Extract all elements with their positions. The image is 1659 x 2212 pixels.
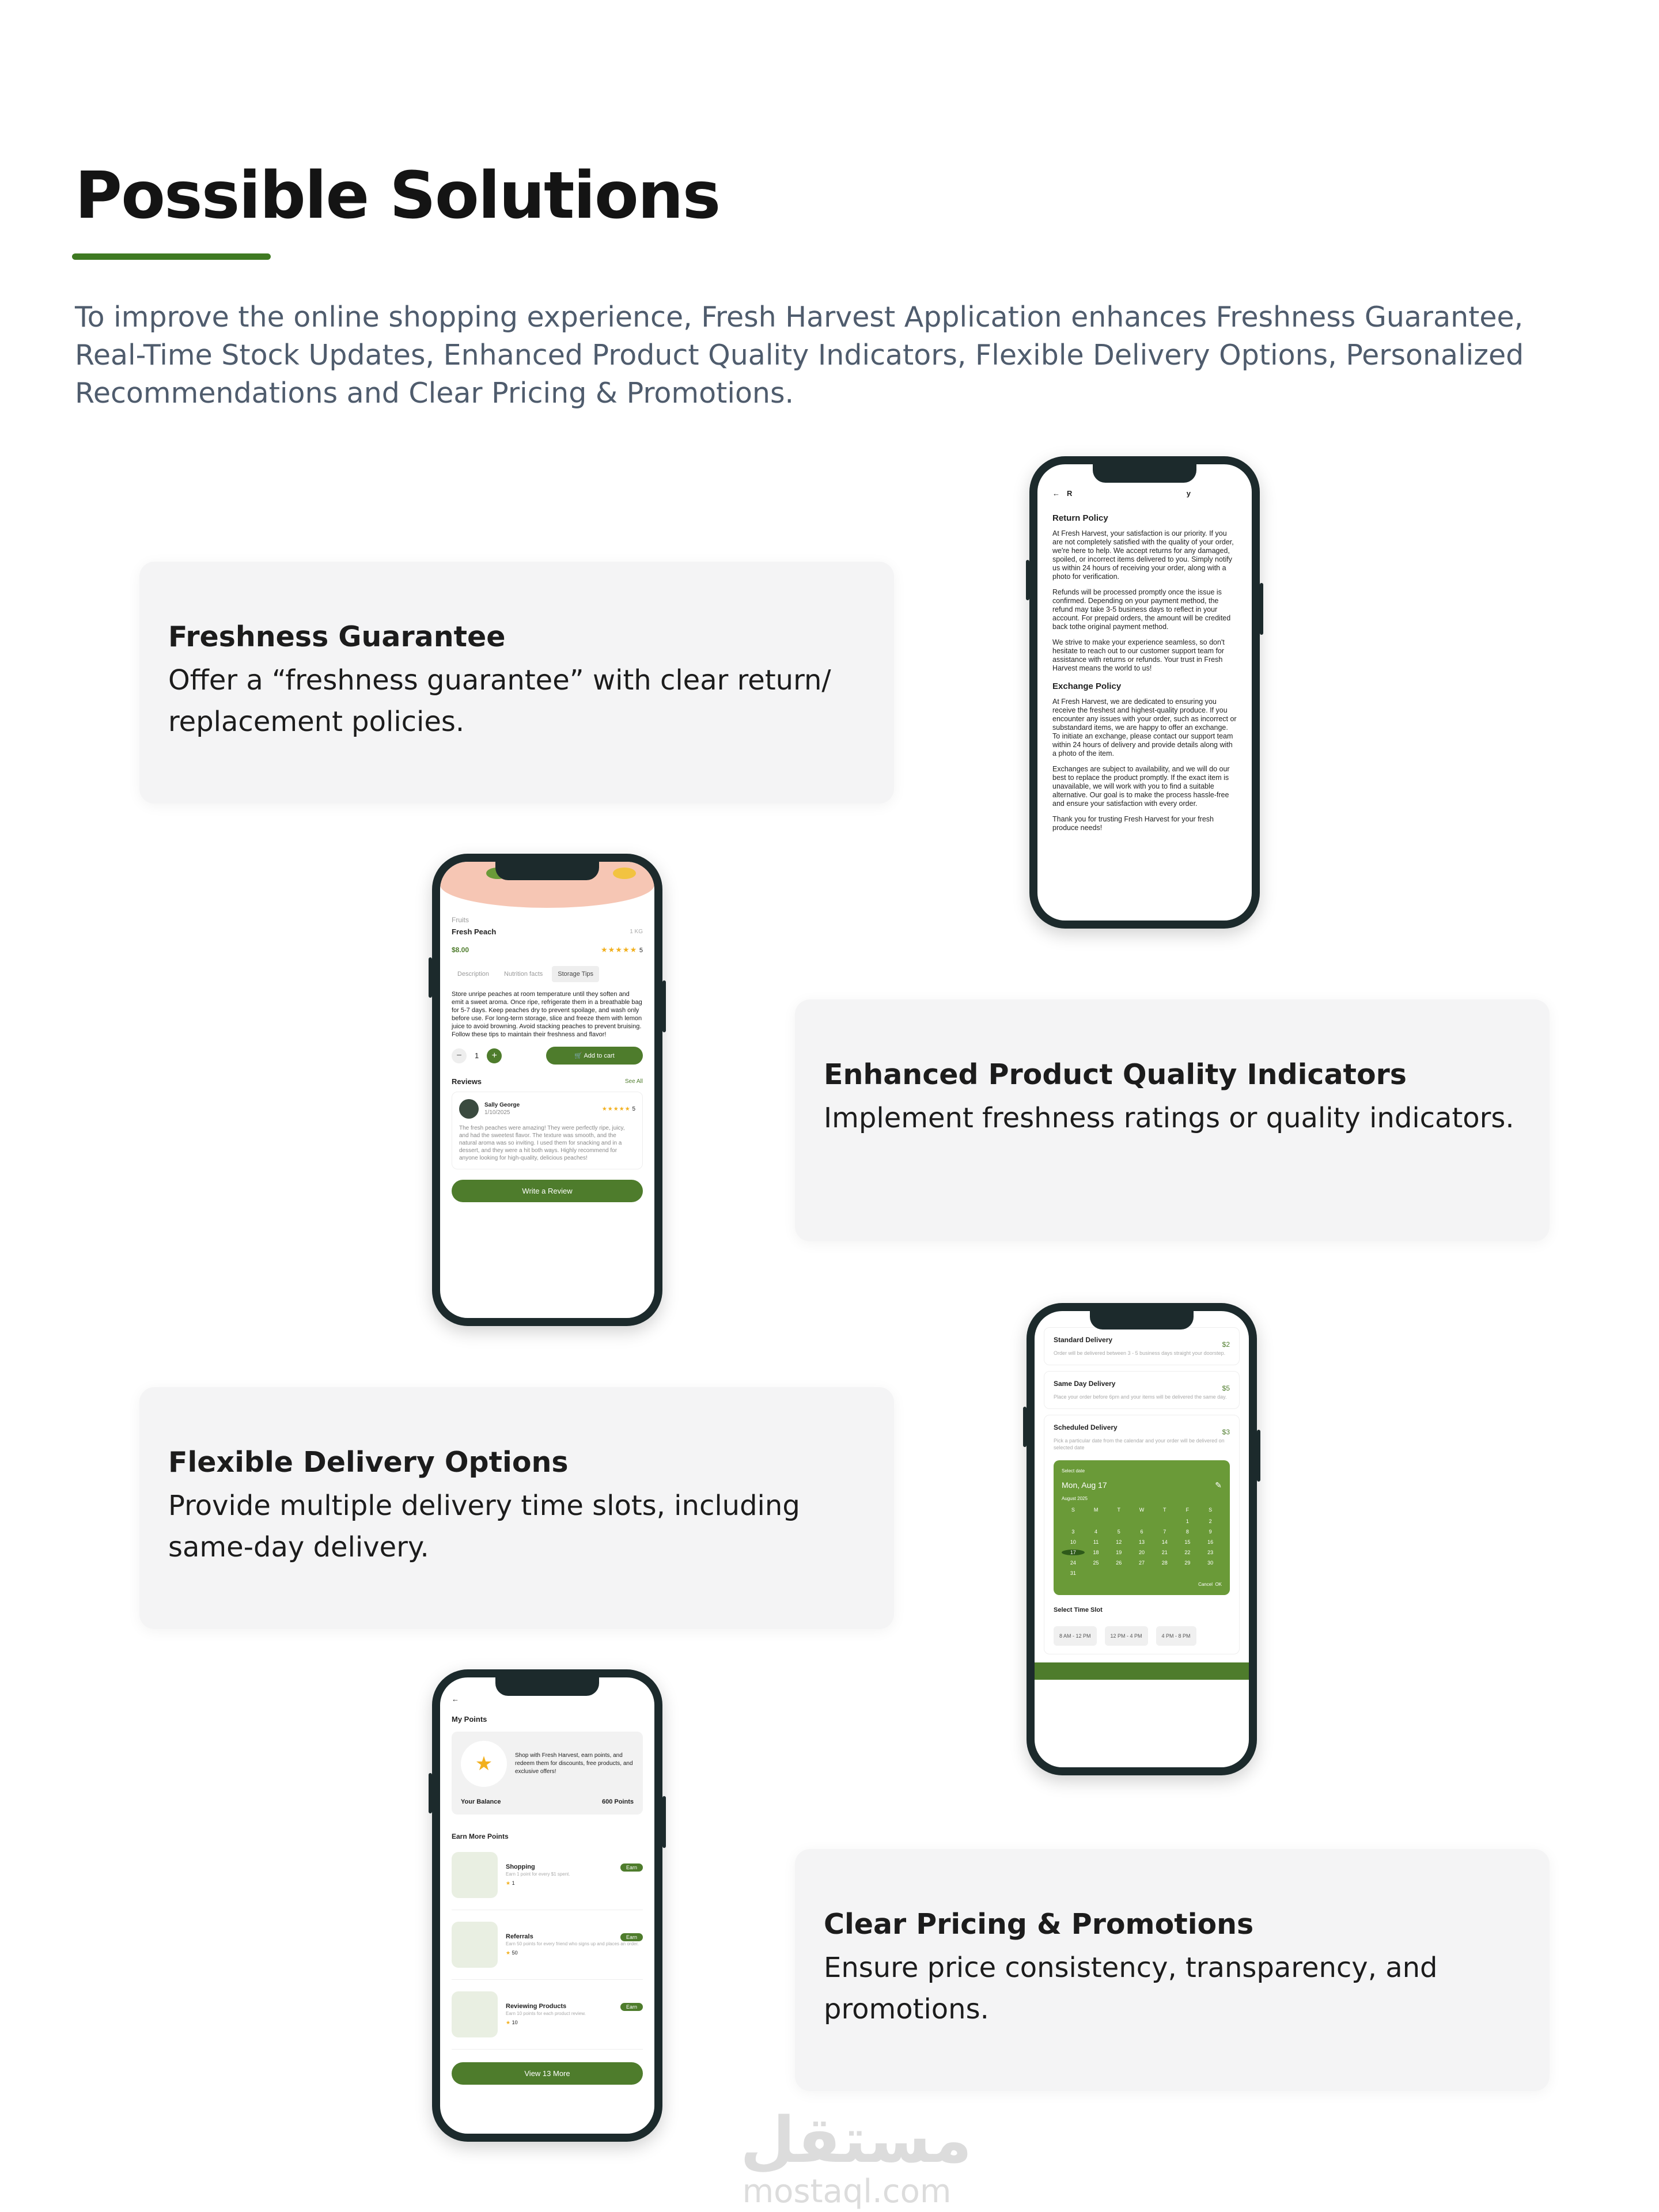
calendar-day[interactable]: 17 <box>1062 1550 1085 1555</box>
calendar-cancel-button[interactable]: Cancel <box>1198 1582 1213 1587</box>
calendar-day[interactable]: 3 <box>1071 1529 1075 1535</box>
back-arrow-icon[interactable]: ← <box>452 1695 459 1703</box>
card-title: Enhanced Product Quality Indicators <box>824 1058 1407 1091</box>
add-to-cart-button[interactable] <box>546 1047 643 1065</box>
tab-nutrition-facts[interactable]: Nutrition facts <box>504 971 543 978</box>
calendar-day[interactable]: 22 <box>1184 1550 1191 1555</box>
calendar-day[interactable]: 11 <box>1093 1539 1099 1545</box>
calendar-day[interactable]: 2 <box>1209 1518 1212 1524</box>
points-balance-card <box>452 1732 643 1815</box>
calendar-day[interactable]: 1 <box>1185 1518 1189 1524</box>
calendar-day[interactable]: 25 <box>1093 1560 1099 1566</box>
weekday-label: S <box>1209 1507 1213 1513</box>
calendar-day[interactable]: 6 <box>1140 1529 1143 1535</box>
phone-screen <box>440 862 654 1318</box>
calendar-days[interactable] <box>1062 1518 1222 1576</box>
option-price: $2 <box>1222 1340 1230 1349</box>
list-item[interactable] <box>452 1840 643 1910</box>
intro-text: To improve the online shopping experience, Fresh Harvest Application enhances Freshness Guarantee, Real-Time Stock Updates, Enhanced Product Quality Indicators, Flexible Delivery Options, Personalized Recommendations and Clear Pricing & Promotions. <box>75 301 1524 410</box>
calendar-ok-button[interactable]: OK <box>1215 1582 1222 1587</box>
earn-item-description: Earn 10 points for each product review. <box>506 2011 586 2016</box>
policy-paragraph: At Fresh Harvest, we are dedicated to ensuring you receive the freshest and highest-quality produce. If you encounter any issues with your order, such as incorrect or substandard items, we are happy to offer an exchange. To initiate an exchange, please contact our support team within 24 hours of delivery and provide details along with a photo of the item. <box>1052 698 1237 757</box>
calendar-day[interactable]: 26 <box>1116 1560 1122 1566</box>
weekday-label: S <box>1071 1507 1075 1513</box>
delivery-option-standard[interactable] <box>1044 1327 1240 1365</box>
phone-loyalty-points <box>432 1669 662 2142</box>
earn-badge[interactable]: Earn <box>620 2003 643 2011</box>
calendar-day[interactable]: 30 <box>1207 1560 1214 1566</box>
screen-title-start: R <box>1067 488 1073 498</box>
write-review-button[interactable]: Write a Review <box>452 1180 643 1202</box>
weekday-label: T <box>1117 1507 1121 1513</box>
star-icon: ★ <box>506 2020 511 2025</box>
calendar-day[interactable]: 8 <box>1185 1529 1189 1535</box>
date-picker-label: Select date <box>1062 1468 1085 1474</box>
screen-title-end: y <box>1186 488 1191 498</box>
calendar-day[interactable]: 18 <box>1093 1550 1099 1555</box>
calendar-day[interactable]: 28 <box>1161 1560 1168 1566</box>
reviewer-name: Sally George <box>484 1102 520 1108</box>
calendar-day[interactable]: 20 <box>1138 1550 1145 1555</box>
screen-title: My Points <box>452 1715 487 1724</box>
star-icon: ★ <box>461 1741 507 1787</box>
option-description: Pick a particular date from the calendar and your order will be delivered on selected date <box>1054 1438 1225 1450</box>
section-heading: Exchange Policy <box>1052 681 1122 691</box>
review-text: The fresh peaches were amazing! They were perfectly ripe, juicy, and had the sweetest flavor. The texture was smooth, and the natural aroma was so inviting. I used them for snacking and in a dessert, and they were a hit both ways. Highly recommend for anyone looking for high-quality, delicious peaches! <box>459 1125 625 1161</box>
calendar-day[interactable]: 7 <box>1163 1529 1166 1535</box>
calendar-day[interactable]: 10 <box>1070 1539 1076 1545</box>
earn-item-name: Reviewing Products <box>506 2003 567 2010</box>
calendar-day[interactable]: 4 <box>1094 1529 1098 1535</box>
product-category: Fruits <box>452 916 469 924</box>
time-slot-option[interactable]: 12 PM - 4 PM <box>1105 1626 1148 1646</box>
shopping-illustration-icon <box>452 1852 498 1898</box>
tab-description[interactable]: Description <box>457 971 490 978</box>
product-name: Fresh Peach <box>452 927 497 936</box>
quantity-value: 1 <box>475 1051 479 1060</box>
phone-return-policy <box>1029 456 1260 929</box>
option-name: Same Day Delivery <box>1054 1380 1116 1388</box>
view-more-button[interactable]: View 13 More <box>452 2062 643 2085</box>
card-quality-indicators <box>795 999 1550 1241</box>
calendar-day[interactable]: 19 <box>1116 1550 1122 1555</box>
calendar-day[interactable]: 12 <box>1116 1539 1122 1545</box>
points-promo-text: Shop with Fresh Harvest, earn points, and redeem them for discounts, free products, and exclusive offers! <box>515 1752 633 1775</box>
option-price: $3 <box>1222 1428 1230 1436</box>
star-icon: ★ <box>506 1880 511 1886</box>
earn-badge[interactable]: Earn <box>620 1933 643 1941</box>
earn-item-name: Shopping <box>506 1863 535 1870</box>
reviews-heading: Reviews <box>452 1077 482 1086</box>
leaf-icon <box>613 868 636 879</box>
title-underline <box>72 253 271 260</box>
edit-icon[interactable]: ✎ <box>1215 1480 1222 1490</box>
earn-item-points: 1 <box>512 1880 515 1886</box>
policy-paragraph: At Fresh Harvest, your satisfaction is our priority. If you are not completely satisfied with the quality of your order, we're here to help. We accept returns for any damaged, spoiled, or incorrect items delivered to you. Simply notify us within 24 hours of receiving your order, along with a photo for verification. <box>1052 529 1234 581</box>
increase-button[interactable]: + <box>487 1048 502 1063</box>
add-to-cart-label: Add to cart <box>584 1052 615 1059</box>
delivery-option-scheduled[interactable] <box>1044 1415 1240 1654</box>
card-title: Clear Pricing & Promotions <box>824 1908 1254 1941</box>
card-description: Provide multiple delivery time slots, including same-day delivery. <box>168 1490 800 1563</box>
card-description: Implement freshness ratings or quality indicators. <box>824 1102 1514 1134</box>
option-price: $5 <box>1222 1384 1230 1392</box>
calendar-empty-cell <box>1153 1518 1176 1524</box>
phone-notch <box>495 1677 599 1696</box>
card-title: Freshness Guarantee <box>168 620 506 653</box>
calendar-day[interactable]: 29 <box>1184 1560 1191 1566</box>
review-card <box>452 1092 643 1169</box>
calendar-day[interactable]: 15 <box>1184 1539 1191 1545</box>
calendar-day[interactable]: 27 <box>1138 1560 1145 1566</box>
phone-screen <box>1035 1311 1249 1767</box>
product-unit: 1 KG <box>630 929 643 935</box>
product-tabs <box>452 966 643 982</box>
earn-item-points: 50 <box>512 1950 518 1956</box>
referral-illustration-icon <box>452 1922 498 1968</box>
rating-stars-icon: ★★★★★ <box>600 945 638 954</box>
review-stars-icon: ★★★★★ <box>601 1105 631 1112</box>
time-slot-option[interactable]: 8 AM - 12 PM <box>1054 1626 1097 1646</box>
weekday-label: W <box>1139 1507 1145 1513</box>
card-description: Ensure price consistency, transparency, and promotions. <box>824 1952 1438 2025</box>
phone-screen <box>1037 464 1252 921</box>
weekday-label: M <box>1093 1507 1099 1513</box>
balance-value: 600 Points <box>601 1798 634 1805</box>
list-item[interactable] <box>452 1980 643 2050</box>
product-price: $8.00 <box>452 946 469 954</box>
calendar-empty-cell <box>1062 1518 1085 1524</box>
time-slot-heading: Select Time Slot <box>1054 1607 1103 1613</box>
back-arrow-icon[interactable]: ← <box>1052 488 1060 498</box>
review-illustration-icon <box>452 1991 498 2037</box>
calendar-grid[interactable] <box>1062 1507 1222 1513</box>
phone-screen <box>440 1677 654 2134</box>
card-freshness-guarantee <box>139 562 894 804</box>
option-description: Order will be delivered between 3 - 5 business days straight your doorstep. <box>1054 1350 1226 1356</box>
calendar-month: August 2025 <box>1062 1496 1088 1501</box>
calendar-day[interactable]: 31 <box>1070 1570 1076 1576</box>
list-item[interactable] <box>452 1910 643 1980</box>
option-name: Scheduled Delivery <box>1054 1423 1118 1431</box>
rating-value: 5 <box>639 947 643 954</box>
section-heading: Return Policy <box>1052 513 1108 523</box>
page-title: Possible Solutions <box>75 158 720 233</box>
card-description: Offer a “freshness guarantee” with clear return/ replacement policies. <box>168 664 831 738</box>
review-rating: 5 <box>632 1105 635 1112</box>
option-name: Standard Delivery <box>1054 1336 1113 1344</box>
see-all-link[interactable]: See All <box>624 1078 643 1085</box>
phone-notch <box>495 862 599 880</box>
watermark-arabic: مستقل <box>740 2103 972 2177</box>
calendar-day[interactable]: 23 <box>1207 1550 1214 1555</box>
calendar-day[interactable]: 13 <box>1138 1539 1145 1545</box>
card-flexible-delivery <box>139 1387 894 1629</box>
policy-paragraph: We strive to make your experience seamless, so don't hesitate to reach out to our customer support team for assistance with returns or refunds. Your trust in Fresh Harvest means the world to us! <box>1052 638 1225 672</box>
watermark-url: mostaql.com <box>742 2173 952 2210</box>
calendar-day[interactable]: 21 <box>1161 1550 1168 1555</box>
policy-paragraph: Exchanges are subject to availability, and we will do our best to replace the product promptly. If the exact item is unavailable, we will work with you to find a suitable alternative. Our goal is to make the process hassle-free and ensure your satisfaction with every order. <box>1052 765 1230 808</box>
delivery-option-same-day[interactable] <box>1044 1371 1240 1409</box>
cart-icon: 🛒 <box>574 1052 584 1059</box>
selected-date: Mon, Aug 17 <box>1062 1480 1107 1490</box>
calendar-day[interactable]: 9 <box>1209 1529 1212 1535</box>
balance-label: Your Balance <box>461 1798 501 1805</box>
phone-product-detail <box>432 854 662 1326</box>
option-description: Place your order before 6pm and your items will be delivered the same day. <box>1054 1394 1227 1400</box>
card-clear-pricing <box>795 1849 1550 2091</box>
phone-delivery-options <box>1027 1303 1257 1775</box>
calendar-empty-cell <box>1130 1518 1153 1524</box>
continue-button[interactable] <box>1035 1662 1249 1680</box>
policy-paragraph: Thank you for trusting Fresh Harvest for your fresh produce needs! <box>1052 815 1214 832</box>
calendar-day[interactable]: 24 <box>1070 1560 1076 1566</box>
weekday-label: T <box>1162 1507 1166 1513</box>
avatar <box>459 1099 479 1119</box>
earn-badge[interactable]: Earn <box>620 1863 643 1872</box>
star-icon: ★ <box>506 1950 511 1956</box>
earn-item-description: Earn 50 points for every friend who signs up and places an order. <box>506 1941 639 1946</box>
calendar-day[interactable]: 14 <box>1161 1539 1168 1545</box>
time-slot-option[interactable]: 4 PM - 8 PM <box>1156 1626 1196 1646</box>
calendar-day[interactable]: 16 <box>1207 1539 1214 1545</box>
phone-notch <box>1090 1311 1194 1330</box>
calendar-empty-cell <box>1085 1518 1108 1524</box>
review-date: 1/10/2025 <box>484 1109 510 1116</box>
calendar-day[interactable]: 5 <box>1117 1529 1120 1535</box>
tab-storage-tips[interactable]: Storage Tips <box>552 966 599 982</box>
earn-item-points: 10 <box>512 2020 518 2025</box>
date-picker[interactable] <box>1054 1460 1230 1595</box>
card-title: Flexible Delivery Options <box>168 1446 569 1479</box>
earn-points-heading: Earn More Points <box>452 1832 509 1840</box>
phone-notch <box>1093 464 1196 483</box>
storage-tips-text: Store unripe peaches at room temperature until they soften and emit a sweet aroma. Once ripe, refrigerate them in a breathable bag for 5-7 days. Keep peaches dry to prevent spoilage, and wash only before use. For long-term storage, slice and freeze them with lemon juice to avoid browning. Avoid stacking peaches to prevent bruising. Follow these tips to maintain their freshness and flavor! <box>452 991 642 1038</box>
weekday-label: F <box>1185 1507 1190 1513</box>
decrease-button[interactable]: − <box>452 1048 467 1063</box>
earn-item-name: Referrals <box>506 1933 533 1940</box>
policy-paragraph: Refunds will be processed promptly once the issue is confirmed. Depending on your payment method, the refund may take 3-5 business days to reflect in your account. For prepaid orders, the amount will be credited back tothe original payment method. <box>1052 588 1231 631</box>
earn-item-description: Earn 1 point for every $1 spent. <box>506 1872 570 1877</box>
watermark-logo <box>740 2103 972 2210</box>
calendar-empty-cell <box>1107 1518 1130 1524</box>
